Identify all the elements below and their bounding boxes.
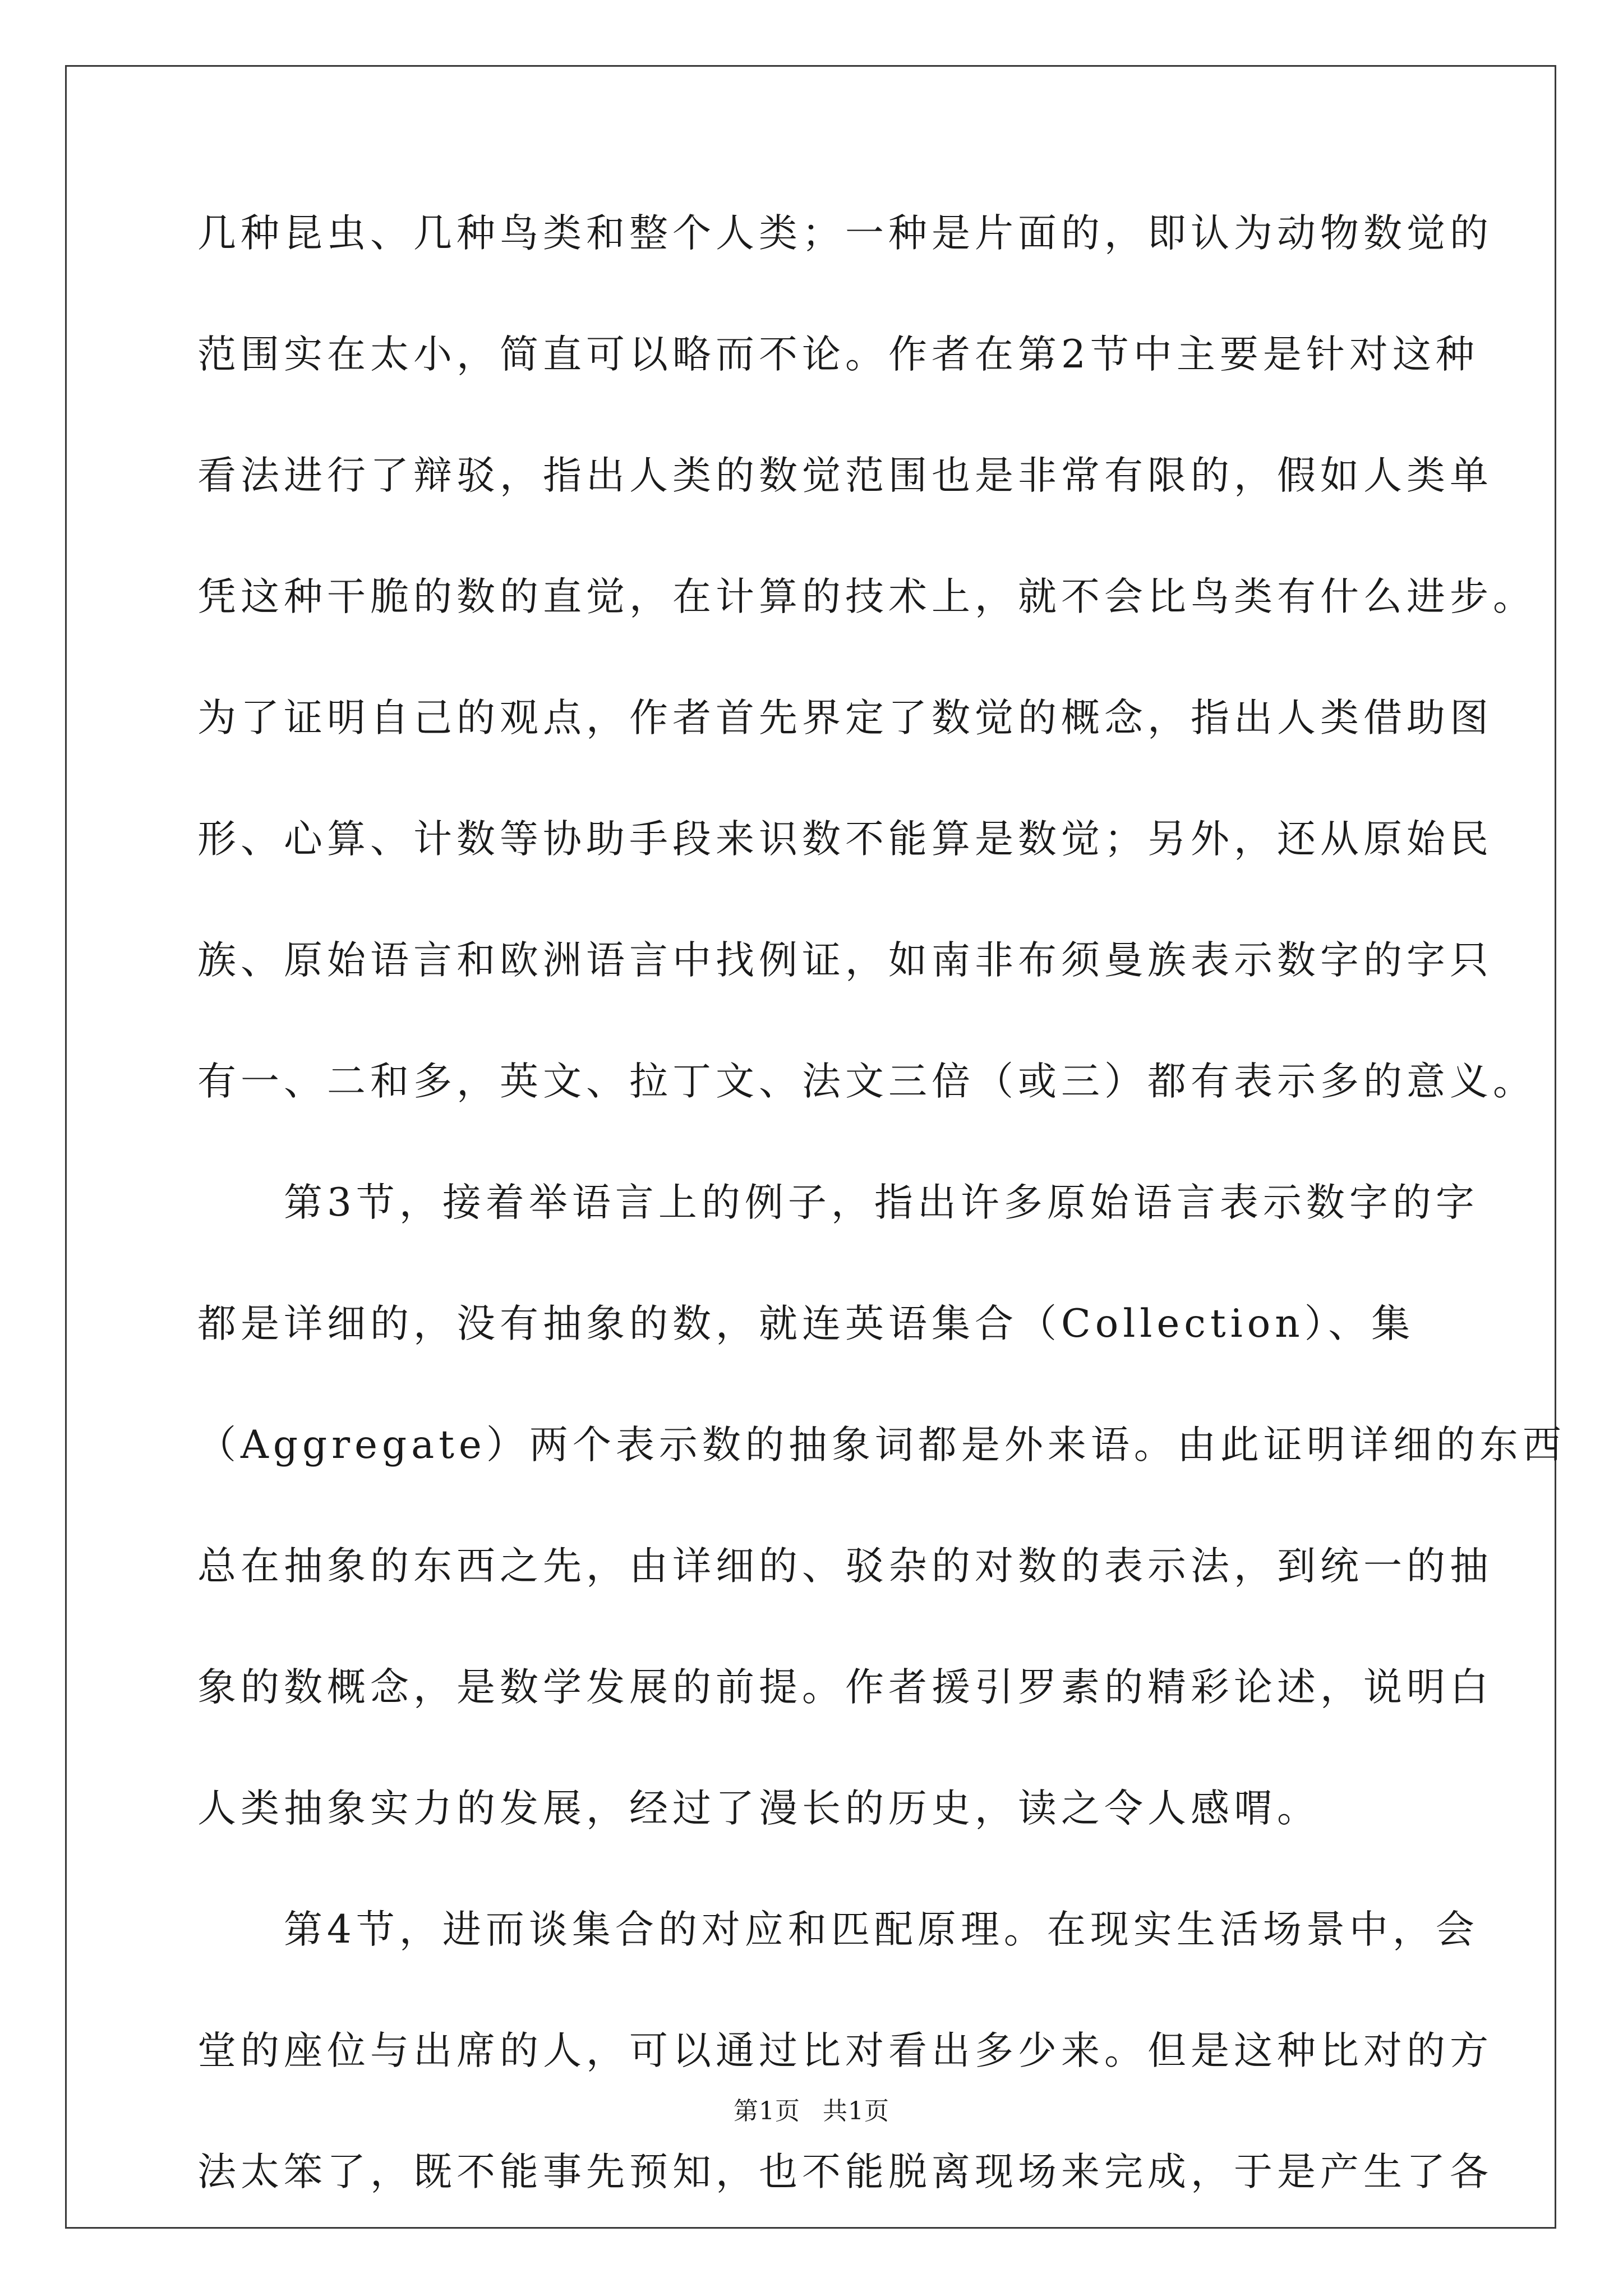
text-line: 范围实在太小，简直可以略而不论。作者在第2节中主要是针对这种 — [197, 332, 1479, 377]
text-line: 几种昆虫、几种鸟类和整个人类；一种是片面的，即认为动物数觉的 — [197, 211, 1493, 256]
text-line: 为了证明自己的观点，作者首先界定了数觉的概念，指出人类借助图 — [197, 696, 1493, 740]
text-line: 形、心算、计数等协助手段来识数不能算是数觉；另外，还从原始民 — [197, 817, 1493, 862]
text-line: 第3节，接着举语言上的例子，指出许多原始语言表示数字的字 — [197, 1180, 1479, 1225]
text-line: 有一、二和多，英文、拉丁文、法文三倍（或三）都有表示多的意义。 — [197, 1059, 1536, 1104]
text-line: 凭这种干脆的数的直觉，在计算的技术上，就不会比鸟类有什么进步。 — [197, 574, 1536, 619]
text-line: 第4节，进而谈集合的对应和匹配原理。在现实生活场景中，会 — [197, 1907, 1479, 1952]
text-line: 法太笨了，既不能事先预知，也不能脱离现场来完成，于是产生了各 — [197, 2150, 1493, 2194]
text-line: 都是详细的，没有抽象的数，就连英语集合（Collection）、集 — [197, 1301, 1415, 1346]
text-line: 看法进行了辩驳，指出人类的数觉范围也是非常有限的，假如人类单 — [197, 453, 1493, 498]
text-line: 族、原始语言和欧洲语言中找例证，如南非布须曼族表示数字的字只 — [197, 938, 1493, 983]
page-total: 共1页 — [823, 2097, 889, 2125]
text-line: 堂的座位与出席的人，可以通过比对看出多少来。但是这种比对的方 — [197, 2028, 1493, 2073]
document-body — [197, 208, 1566, 2267]
text-line: 象的数概念，是数学发展的前提。作者援引罗素的精彩论述，说明白 — [197, 1665, 1493, 1710]
text-line: 总在抽象的东西之先，由详细的、驳杂的对数的表示法，到统一的抽 — [197, 1544, 1493, 1589]
page-number: 第1页 — [734, 2097, 800, 2125]
page-footer — [0, 2095, 1623, 2128]
text-line: （Aggregate）两个表示数的抽象词都是外来语。由此证明详细的东西 — [197, 1423, 1566, 1467]
text-line: 人类抽象实力的发展，经过了漫长的历史，读之令人感喟。 — [197, 1786, 1320, 1831]
